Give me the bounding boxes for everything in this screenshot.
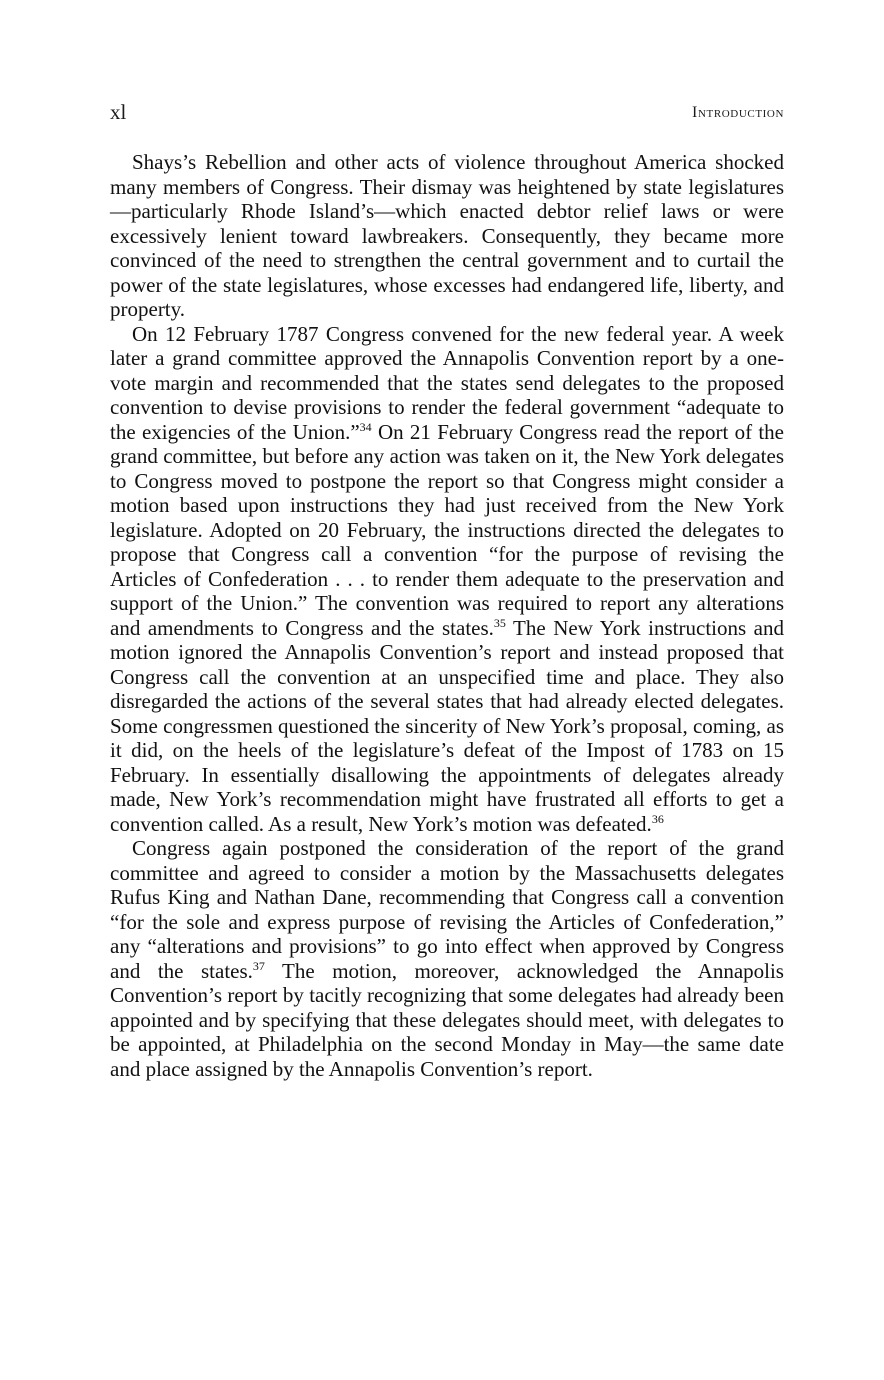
- footnote-marker: 36: [651, 811, 664, 826]
- footnote-marker: 34: [359, 419, 372, 434]
- page-number: xl: [110, 100, 127, 124]
- footnote-marker: 35: [493, 615, 506, 630]
- paragraph-1: [110, 150, 784, 322]
- running-head: [110, 96, 784, 126]
- paragraph-text: The motion, moreover, acknowledged the Annapolis Convention’s report by tacitly recognizing that some delegates had already been appointed and by specifying that these delegates should meet, with delegates to be appointed, at Philadelphia on the second Monday in May—the same date and place assigned by the Annapolis Convention’s report.: [110, 958, 784, 1081]
- paragraph-text: On 12 February 1787 Congress convened for the new federal year. A week later a grand committee approved the Annapolis Convention report by a one-vote margin and recommended that the states send delegates to the proposed convention to devise provisions to render the federal government “adequate to the exigencies of the Union.”: [110, 321, 784, 444]
- paragraph-text: Congress again postponed the consideration of the report of the grand committee and agreed to consider a motion by the Massachusetts delegates Rufus King and Nathan Dane, recommending that Congress call a convention “for the sole and express purpose of revising the Articles of Confederation,” any “alterations and provisions” to go into effect when approved by Congress and the states.: [110, 836, 784, 983]
- paragraph-text: The New York instructions and motion ignored the Annapolis Convention’s report and instead proposed that Congress call the convention at an unspecified time and place. They also disregarded the actions of the several states that had already elected delegates. Some congressmen questioned the sincerity of New York’s proposal, coming, as it did, on the heels of the legislature’s defeat of the Impost of 1783 on 15 February. In essentially disallowing the appointments of delegates already made, New York’s recommendation might have frustrated all efforts to get a convention called. As a result, New York’s motion was defeated.: [110, 615, 785, 836]
- paragraph-3: [110, 836, 784, 1081]
- footnote-marker: 37: [252, 958, 265, 973]
- body-text: [110, 150, 784, 1081]
- paragraph-text: Shays’s Rebellion and other acts of violence throughout America shocked many members of Congress. Their dismay was heightened by state legislatures—particularly Rhode Island’s—which enacted debtor relief laws or were excessively lenient toward lawbreakers. Consequently, they became more convinced of the need to strengthen the central government and to curtail the power of the state legislatures, whose excesses had endangered life, liberty, and property.: [110, 150, 784, 321]
- paragraph-2: [110, 322, 784, 837]
- section-title: Introduction: [692, 104, 784, 121]
- paragraph-text: On 21 February Congress read the report of the grand committee, but before any action was taken on it, the New York delegates to Congress moved to postpone the report so that Congress might consider a motion based upon instructions they had just received from the New York legislature. Adopted on 20 February, the instructions directed the delegates to propose that Congress call a convention “for the purpose of revising the Articles of Confederation . . . to render them adequate to the preservation and support of the Union.” The convention was required to report any alterations and amendments to Congress and the states.: [110, 419, 785, 640]
